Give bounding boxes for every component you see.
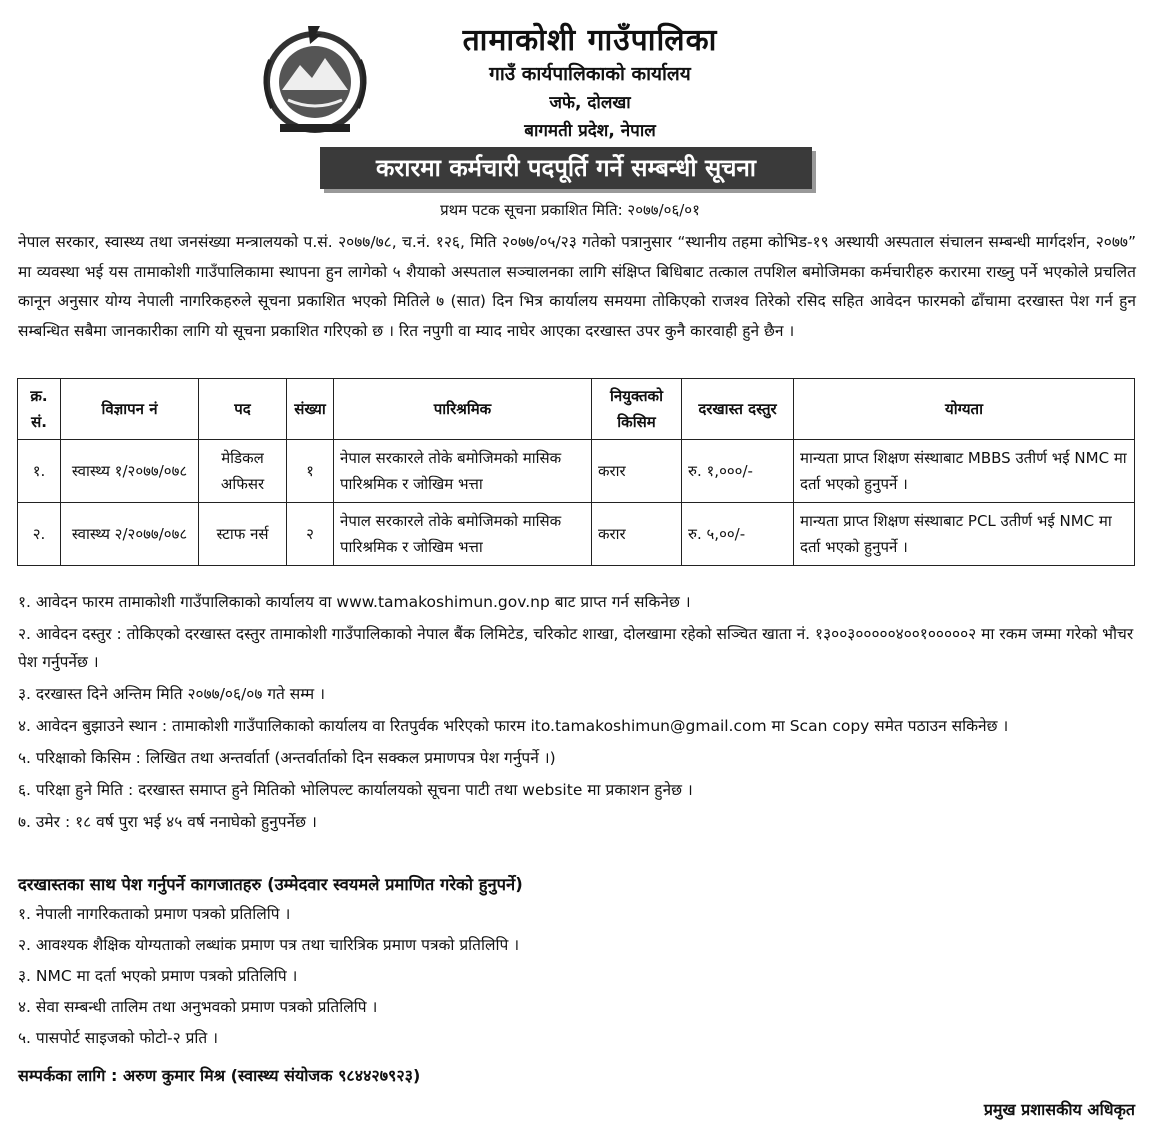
province-name: बागमती प्रदेश, नेपाल	[524, 121, 656, 141]
cell-count: १	[287, 440, 334, 503]
list-item: २. आवश्यक शैक्षिक योग्यताको लब्धांक प्रमाण पत्र तथा चारित्रिक प्रमाण पत्रको प्रतिलिपि ।	[18, 936, 520, 954]
notice-title: करारमा कर्मचारी पदपूर्ति गर्ने सम्बन्धी सूचना	[320, 147, 812, 189]
header-fee: दरखास्त दस्तुर	[682, 379, 794, 440]
office-name: गाउँ कार्यपालिकाको कार्यालय	[489, 63, 691, 85]
documents-title: दरखास्तका साथ पेश गर्नुपर्ने कागजातहरु (उम्मेदवार स्वयमले प्रमाणित गरेको हुनुपर्ने)	[18, 875, 523, 894]
header-count: संख्या	[287, 379, 334, 440]
table-row	[18, 440, 1135, 503]
cell-appointment-type: करार	[592, 503, 682, 566]
header-appointment-type: नियुक्तको किसिम	[592, 379, 682, 440]
header-salary: पारिश्रमिक	[334, 379, 592, 440]
cell-qualification: मान्यता प्राप्त शिक्षण संस्थाबाट PCL उतीर्ण भई NMC मा दर्ता भएको हुनुपर्ने ।	[794, 503, 1135, 566]
header-ad-number: विज्ञापन नं	[61, 379, 199, 440]
table-header-row	[18, 379, 1135, 440]
publication-date: प्रथम पटक सूचना प्रकाशित मिति: २०७७/०६/०१	[440, 201, 700, 219]
signature-title: प्रमुख प्रशासकीय अधिकृत	[983, 1100, 1135, 1119]
list-item: ५. पासपोर्ट साइजको फोटो-२ प्रति ।	[18, 1029, 219, 1047]
intro-paragraph: नेपाल सरकार, स्वास्थ्य तथा जनसंख्या मन्त्रालयको प.सं. २०७७/७८, च.नं. १२६, मिति २०७७/०५/२३ गतेको पत्रानुसार “स्थानीय तहमा कोभिड-१९ अस्थायी अस्पताल संचालन सम्बन्धी मार्गदर्शन, २०७७” मा व्यवस्था भई यस तामाकोशी गाउँपालिकामा स्थापना हुन लागेको ५ शैयाको अस्पताल सञ्चालनका लागि संक्षिप्त बिधिबाट तत्काल तपशिल बमोजिमका कर्मचारीहरु करारमा राख्नु पर्ने भएकोले प्रचलित कानून अनुसार योग्य नेपाली नागरिकहरुले सूचना प्रकाशित भएको मितिले ७ (सात) दिन भित्र कार्यालय समयमा तोकिएको राजश्व तिरेको रसिद सहित आवेदन फारमको ढाँचामा दरखास्त पेश गर्न हुन सम्बन्धित सबैमा जानकारीका लागि यो सूचना प्रकाशित गरिएको छ । रित नपुगी वा म्याद नाघेर आएका दरखास्त उपर कुनै कारवाही हुने छैन ।	[18, 233, 1136, 340]
conditions-list	[18, 588, 1136, 840]
header-serial: क्र. सं.	[18, 379, 61, 440]
cell-appointment-type: करार	[592, 440, 682, 503]
table-row	[18, 503, 1135, 566]
cell-ad-number: स्वास्थ्य १/२०७७/०७८	[61, 440, 199, 503]
cell-serial: १.	[18, 440, 61, 503]
org-name: तामाकोशी गाउँपालिका	[462, 23, 718, 58]
list-item: १. आवेदन फारम तामाकोशी गाउँपालिकाको कार्यालय वा www.tamakoshimun.gov.np बाट प्राप्त गर्न सकिनेछ ।	[18, 593, 691, 611]
list-item: ४. आवेदन बुझाउने स्थान : तामाकोशी गाउँपालिकाको कार्यालय वा रितपुर्वक भरिएको फारम ito.tamakoshimun@gmail.com मा Scan copy समेत पठाउन सकिनेछ ।	[18, 717, 1009, 735]
cell-salary: नेपाल सरकारले तोके बमोजिमको मासिक पारिश्रमिक र जोखिम भत्ता	[334, 440, 592, 503]
list-item: २. आवेदन दस्तुर : तोकिएको दरखास्त दस्तुर तामाकोशी गाउँपालिकाको नेपाल बैंक लिमिटेड, चरिकोट शाखा, दोलखामा रहेको सञ्चित खाता नं. १३००३०००००४००१०००००२ मा रकम जम्मा गरेको भौचर पेश गर्नुपर्नेछ ।	[18, 625, 1134, 671]
cell-ad-number: स्वास्थ्य २/२०७७/०७८	[61, 503, 199, 566]
list-item: १. नेपाली नागरिकताको प्रमाण पत्रको प्रतिलिपि ।	[18, 905, 291, 923]
cell-post: स्टाफ नर्स	[199, 503, 287, 566]
cell-post: मेडिकल अफिसर	[199, 440, 287, 503]
list-item: ४. सेवा सम्बन्धी तालिम तथा अनुभवको प्रमाण पत्रको प्रतिलिपि ।	[18, 998, 378, 1016]
cell-fee: रु. १,०००/-	[682, 440, 794, 503]
documents-list	[18, 902, 1136, 1057]
header-post: पद	[199, 379, 287, 440]
header-qualification: योग्यता	[794, 379, 1135, 440]
cell-count: २	[287, 503, 334, 566]
list-item: ३. दरखास्त दिने अन्तिम मिति २०७७/०६/०७ गते सम्म ।	[18, 685, 325, 703]
list-item: ७. उमेर : १८ वर्ष पुरा भई ४५ वर्ष ननाघेको हुनुपर्नेछ ।	[18, 813, 317, 831]
cell-serial: २.	[18, 503, 61, 566]
cell-qualification: मान्यता प्राप्त शिक्षण संस्थाबाट MBBS उतीर्ण भई NMC मा दर्ता भएको हुनुपर्ने ।	[794, 440, 1135, 503]
government-emblem-icon	[250, 20, 380, 140]
list-item: ६. परिक्षा हुने मिति : दरखास्त समाप्त हुने मितिको भोलिपल्ट कार्यालयको सूचना पाटी तथा website मा प्रकाशन हुनेछ ।	[18, 781, 693, 799]
list-item: ५. परिक्षाको किसिम : लिखित तथा अन्तर्वार्ता (अन्तर्वार्ताको दिन सक्कल प्रमाणपत्र पेश गर्नुपर्ने ।)	[18, 749, 556, 767]
vacancy-table	[17, 378, 1135, 566]
contact-info: सम्पर्कका लागि : अरुण कुमार मिश्र (स्वास्थ्य संयोजक ९८४४२७९२३)	[18, 1066, 421, 1085]
cell-fee: रु. ५,००/-	[682, 503, 794, 566]
office-address: जफे, दोलखा	[549, 93, 631, 113]
list-item: ३. NMC मा दर्ता भएको प्रमाण पत्रको प्रतिलिपि ।	[18, 967, 298, 985]
cell-salary: नेपाल सरकारले तोके बमोजिमको मासिक पारिश्रमिक र जोखिम भत्ता	[334, 503, 592, 566]
